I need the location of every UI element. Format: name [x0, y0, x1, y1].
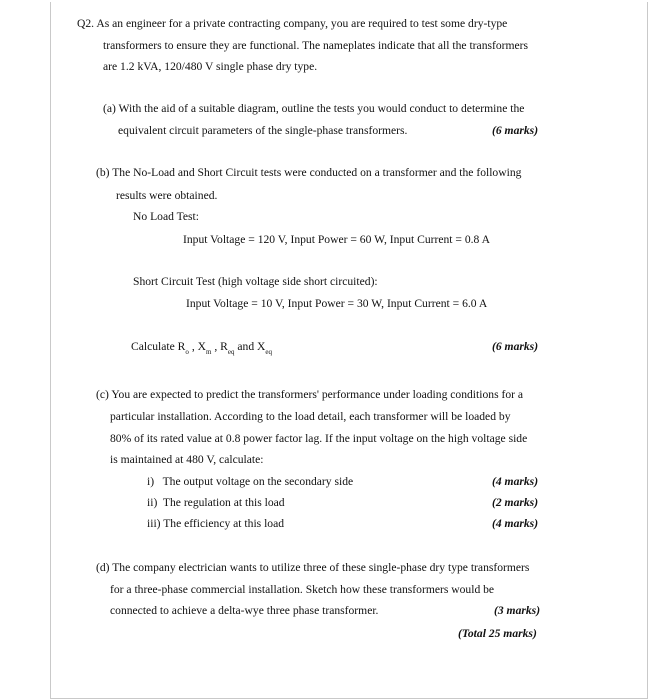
part-b-text: (b) The No-Load and Short Circuit tests were conducted on a transformer and the following	[96, 166, 522, 179]
sub-question-item: iii) The efficiency at this load	[147, 517, 285, 530]
part-d-text: connected to achieve a delta-wye three phase transformer.	[110, 604, 379, 617]
sub-question-marks: (4 marks)	[492, 475, 539, 488]
part-d-text: for a three-phase commercial installation. Sketch how these transformers would be	[110, 583, 495, 596]
part-c-text: particular installation. According to the load detail, each transformer will be loaded by	[110, 410, 511, 423]
part-d-marks: (3 marks)	[494, 604, 541, 617]
sub-question-item: i) The output voltage on the secondary side	[147, 475, 354, 488]
sub-question-marks: (2 marks)	[492, 496, 539, 509]
question-header: Q2. As an engineer for a private contracting company, you are required to test some dry-type	[77, 17, 508, 30]
sub-question-item: ii) The regulation at this load	[147, 496, 285, 509]
sub-question-marks: (4 marks)	[492, 517, 539, 530]
part-c-text: is maintained at 480 V, calculate:	[110, 453, 264, 466]
total-marks: (Total 25 marks)	[458, 627, 537, 640]
question-text: transformers to ensure they are functional. The nameplates indicate that all the transformers	[103, 39, 529, 52]
part-d-text: (d) The company electrician wants to utilize three of these single-phase dry type transformers	[96, 561, 530, 574]
question-text: are 1.2 kVA, 120/480 V single phase dry type.	[103, 60, 318, 73]
no-load-test-title: No Load Test:	[133, 210, 199, 223]
short-circuit-test-values: Input Voltage = 10 V, Input Power = 30 W, Input Current = 6.0 A	[186, 297, 488, 310]
short-circuit-test-title: Short Circuit Test (high voltage side short circuited):	[133, 275, 378, 288]
part-c-text: (c) You are expected to predict the transformers' performance under loading conditions for a	[96, 388, 524, 401]
no-load-test-values: Input Voltage = 120 V, Input Power = 60 W, Input Current = 0.8 A	[183, 233, 490, 246]
part-c-text: 80% of its rated value at 0.8 power factor lag. If the input voltage on the high voltage side	[110, 432, 528, 445]
part-a-text: equivalent circuit parameters of the single-phase transformers.	[118, 124, 408, 137]
part-a-text: (a) With the aid of a suitable diagram, outline the tests you would conduct to determine the	[103, 102, 525, 115]
calculate-instruction: Calculate $R_o$ , $X_m$ , $R_{eq}$ and $X_{eq}$	[131, 340, 273, 356]
part-a-marks: (6 marks)	[492, 124, 539, 137]
part-b-marks: (6 marks)	[492, 340, 539, 353]
part-b-text: results were obtained.	[116, 189, 218, 202]
